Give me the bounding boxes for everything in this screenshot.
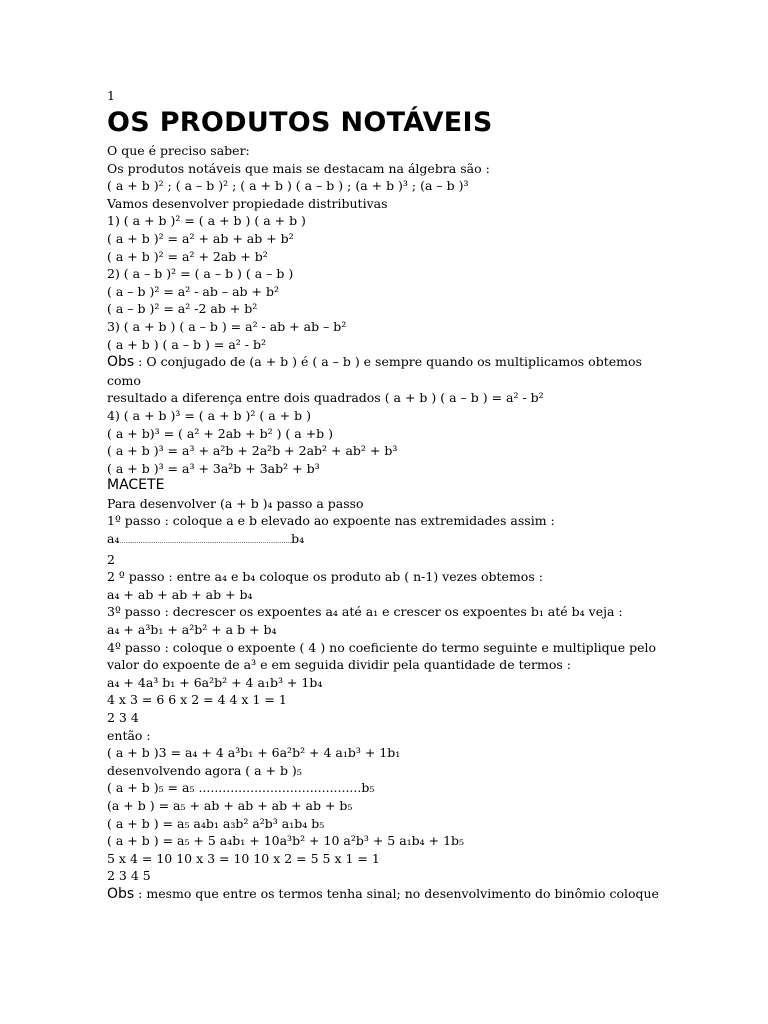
cube-block bbox=[107, 389, 747, 477]
dots-start: a₄ bbox=[107, 531, 120, 547]
text-line: resultado a diferença entre dois quadrados ( a + b ) ( a – b ) = a² - b² bbox=[107, 390, 544, 406]
text-line: 1º passo : coloque a e b elevado ao expoente nas extremidades assim : bbox=[107, 513, 555, 529]
text-line: ( a + b )3 = a₄ + 4 a³b₁ + 6a²b² + 4 a₁b³ + 1b₁ bbox=[107, 745, 401, 761]
text-line: Os produtos notáveis que mais se destacam na álgebra são : bbox=[107, 160, 490, 176]
obs-text: : mesmo que entre os termos tenha sinal; no desenvolvimento do binômio coloque bbox=[134, 885, 659, 901]
text-line: 3) ( a + b ) ( a – b ) = a² - ab + ab – b² bbox=[107, 318, 347, 334]
dots-leader: .......................................................................................... bbox=[119, 538, 292, 546]
text-line: ( a – b )² = a² - ab – ab + b² bbox=[107, 283, 279, 299]
text-line: valor do expoente de a³ e em seguida dividir pela quantidade de termos : bbox=[107, 657, 571, 673]
text-line: 3º passo : decrescer os expoentes a₄ até a₁ e crescer os expoentes b₁ até b₄ veja : bbox=[107, 604, 623, 620]
text-line: ( a – b )² = a² -2 ab + b² bbox=[107, 301, 258, 317]
intro-block bbox=[107, 142, 747, 353]
text-line: ( a + b ) = a₅ a₄b₁ a₃b² a²b³ a₁b₄ b₅ bbox=[107, 815, 325, 831]
text-line: como bbox=[107, 372, 141, 388]
text-line: a₄ + 4a³ b₁ + 6a²b² + 4 a₁b³ + 1b₄ bbox=[107, 674, 323, 690]
text-line: ( a + b )³ = a³ + 3a²b + 3ab² + b³ bbox=[107, 460, 320, 476]
obs-text: : O conjugado de (a + b ) é ( a – b ) e sempre quando os multiplicamos obtemos bbox=[134, 354, 642, 370]
text-line: a₄ + ab + ab + ab + b₄ bbox=[107, 586, 253, 602]
dots-end: b₄ bbox=[291, 531, 305, 547]
page-number: 2 bbox=[107, 551, 115, 567]
obs-line bbox=[107, 885, 747, 904]
text-line: 4 x 3 = 6 6 x 2 = 4 4 x 1 = 1 bbox=[107, 692, 287, 708]
document-page bbox=[107, 86, 747, 904]
text-line: 4) ( a + b )³ = ( a + b )² ( a + b ) bbox=[107, 407, 311, 423]
steps-block bbox=[107, 568, 747, 885]
text-line: ( a + b ) = a₅ + 5 a₄b₁ + 10a³b² + 10 a²b³ + 5 a₁b₄ + 1b₅ bbox=[107, 833, 465, 849]
text-line: 2 º passo : entre a₄ e b₄ coloque os produto ab ( n-1) vezes obtemos : bbox=[107, 569, 543, 585]
document-title: OS PRODUTOS NOTÁVEIS bbox=[107, 107, 493, 138]
text-line: ( a + b )² = a² + ab + ab + b² bbox=[107, 230, 294, 246]
macete-heading: MACETE bbox=[107, 477, 165, 494]
text-line: O que é preciso saber: bbox=[107, 143, 250, 158]
text-line: 4º passo : coloque o expoente ( 4 ) no coeficiente do termo seguinte e multiplique pelo bbox=[107, 639, 657, 655]
text-line: Vamos desenvolver propiedade distributivas bbox=[107, 195, 388, 211]
text-line: ( a + b)³ = ( a² + 2ab + b² ) ( a +b ) bbox=[107, 425, 334, 441]
text-line: 2) ( a – b )² = ( a – b ) ( a – b ) bbox=[107, 266, 294, 282]
page-number: 1 bbox=[107, 88, 115, 103]
text-line: 5 x 4 = 10 10 x 3 = 10 10 x 2 = 5 5 x 1 = 1 bbox=[107, 850, 380, 866]
text-line: ( a + b ) ( a – b ) = a² - b² bbox=[107, 336, 266, 352]
text-line: 1) ( a + b )² = ( a + b ) ( a + b ) bbox=[107, 213, 306, 229]
text-line: desenvolvendo agora ( a + b )₅ bbox=[107, 762, 302, 778]
obs-line bbox=[107, 353, 747, 372]
dots-line bbox=[107, 530, 747, 551]
text-line: a₄ + a³b₁ + a²b² + a b + b₄ bbox=[107, 622, 277, 638]
text-line: 2 3 4 5 bbox=[107, 868, 151, 884]
text-line: ( a + b )³ = a³ + a²b + 2a²b + 2ab² + ab² + b³ bbox=[107, 443, 398, 459]
obs-label: Obs bbox=[107, 885, 135, 902]
text-line: (a + b ) = a₅ + ab + ab + ab + ab + b₅ bbox=[107, 797, 353, 813]
text-line: ( a + b )₅ = a₅ .........................................b₅ bbox=[107, 780, 375, 796]
text-line: ( a + b )² = a² + 2ab + b² bbox=[107, 248, 268, 264]
text-line: Para desenvolver (a + b )₄ passo a passo bbox=[107, 495, 364, 511]
text-line: então : bbox=[107, 727, 151, 743]
text-line: ( a + b )² ; ( a – b )² ; ( a + b ) ( a – b ) ; (a + b )³ ; (a – b )³ bbox=[107, 178, 469, 194]
text-line: 2 3 4 bbox=[107, 710, 139, 725]
obs-label: Obs bbox=[107, 354, 135, 371]
